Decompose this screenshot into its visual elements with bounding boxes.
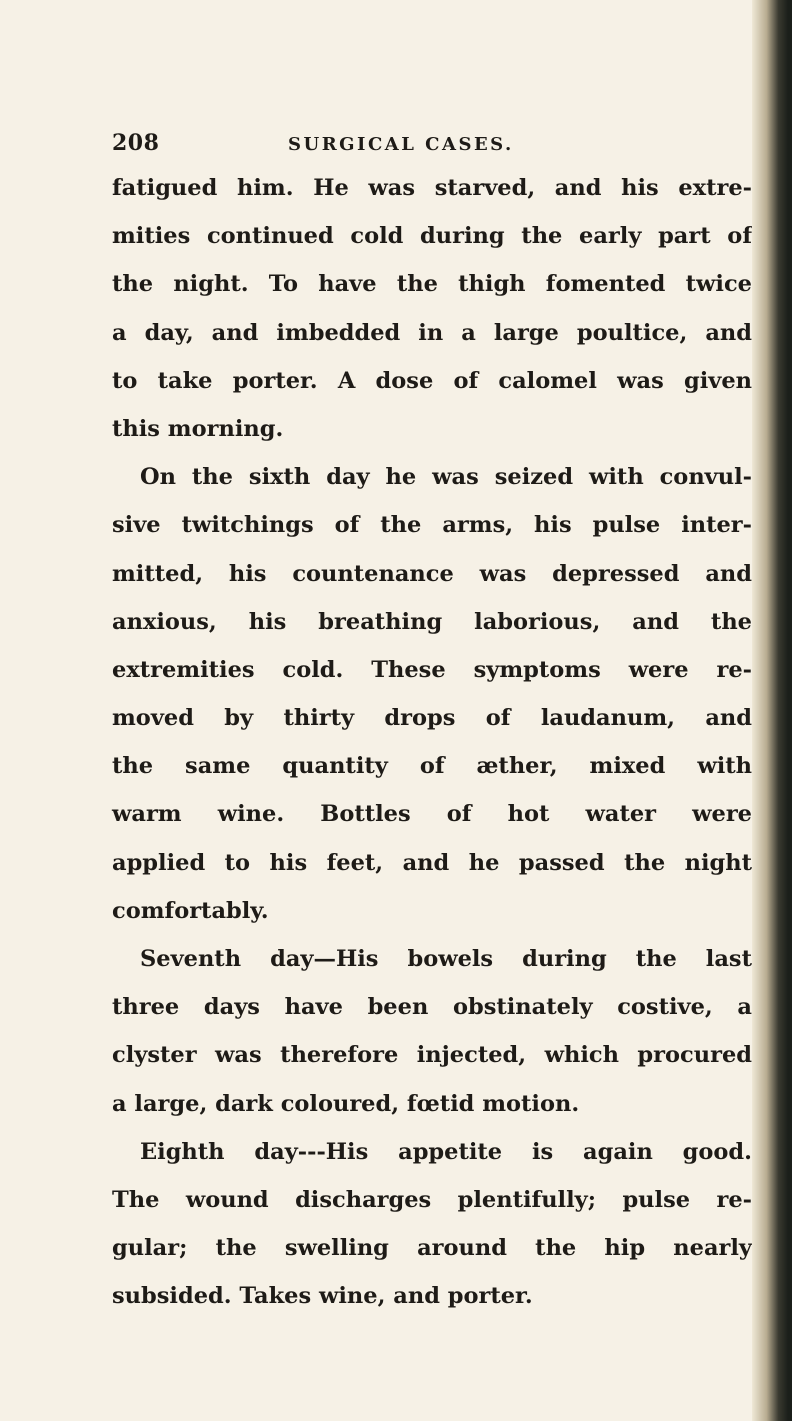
text-line: The wound discharges plentifully; pulse re- bbox=[112, 1186, 752, 1213]
text-line: extremities cold. These symptoms were re- bbox=[112, 656, 752, 683]
page-number: 208 bbox=[112, 130, 160, 156]
text-line: comfortably. bbox=[112, 897, 269, 924]
text-line: On the sixth day he was seized with convul- bbox=[140, 464, 752, 491]
text-line: fatigued him. He was starved, and his extre- bbox=[112, 175, 752, 201]
text-line: mities continued cold during the early part of bbox=[112, 223, 752, 250]
text-line: applied to his feet, and he passed the night bbox=[112, 849, 752, 876]
text-line: the same quantity of æther, mixed with bbox=[112, 753, 752, 780]
text-line: Eighth day---His appetite is again good. bbox=[140, 1138, 752, 1165]
text-line: warm wine. Bottles of hot water were bbox=[112, 801, 752, 828]
header-title: SURGICAL CASES. bbox=[288, 134, 514, 155]
body-text bbox=[112, 164, 752, 1321]
text-line: this morning. bbox=[112, 415, 284, 442]
text-line: gular; the swelling around the hip nearly bbox=[112, 1235, 752, 1262]
text-line: subsided. Takes wine, and porter. bbox=[112, 1283, 533, 1310]
text-line: a day, and imbedded in a large poultice, and bbox=[112, 319, 752, 346]
text-line: clyster was therefore injected, which procured bbox=[112, 1042, 752, 1069]
page-edge-margin bbox=[792, 0, 800, 1421]
text-line: mitted, his countenance was depressed and bbox=[112, 560, 752, 587]
text-line: Seventh day—His bowels during the last bbox=[140, 946, 752, 972]
text-line: anxious, his breathing laborious, and the bbox=[112, 608, 752, 635]
text-line: three days have been obstinately costive, a bbox=[112, 994, 752, 1021]
text-line: the night. To have the thigh fomented twice bbox=[112, 271, 752, 298]
text-line: to take porter. A dose of calomel was given bbox=[112, 367, 752, 394]
text-line: a large, dark coloured, fœtid motion. bbox=[112, 1090, 580, 1117]
text-line: sive twitchings of the arms, his pulse inter- bbox=[112, 512, 752, 539]
text-line: moved by thirty drops of laudanum, and bbox=[112, 705, 752, 732]
